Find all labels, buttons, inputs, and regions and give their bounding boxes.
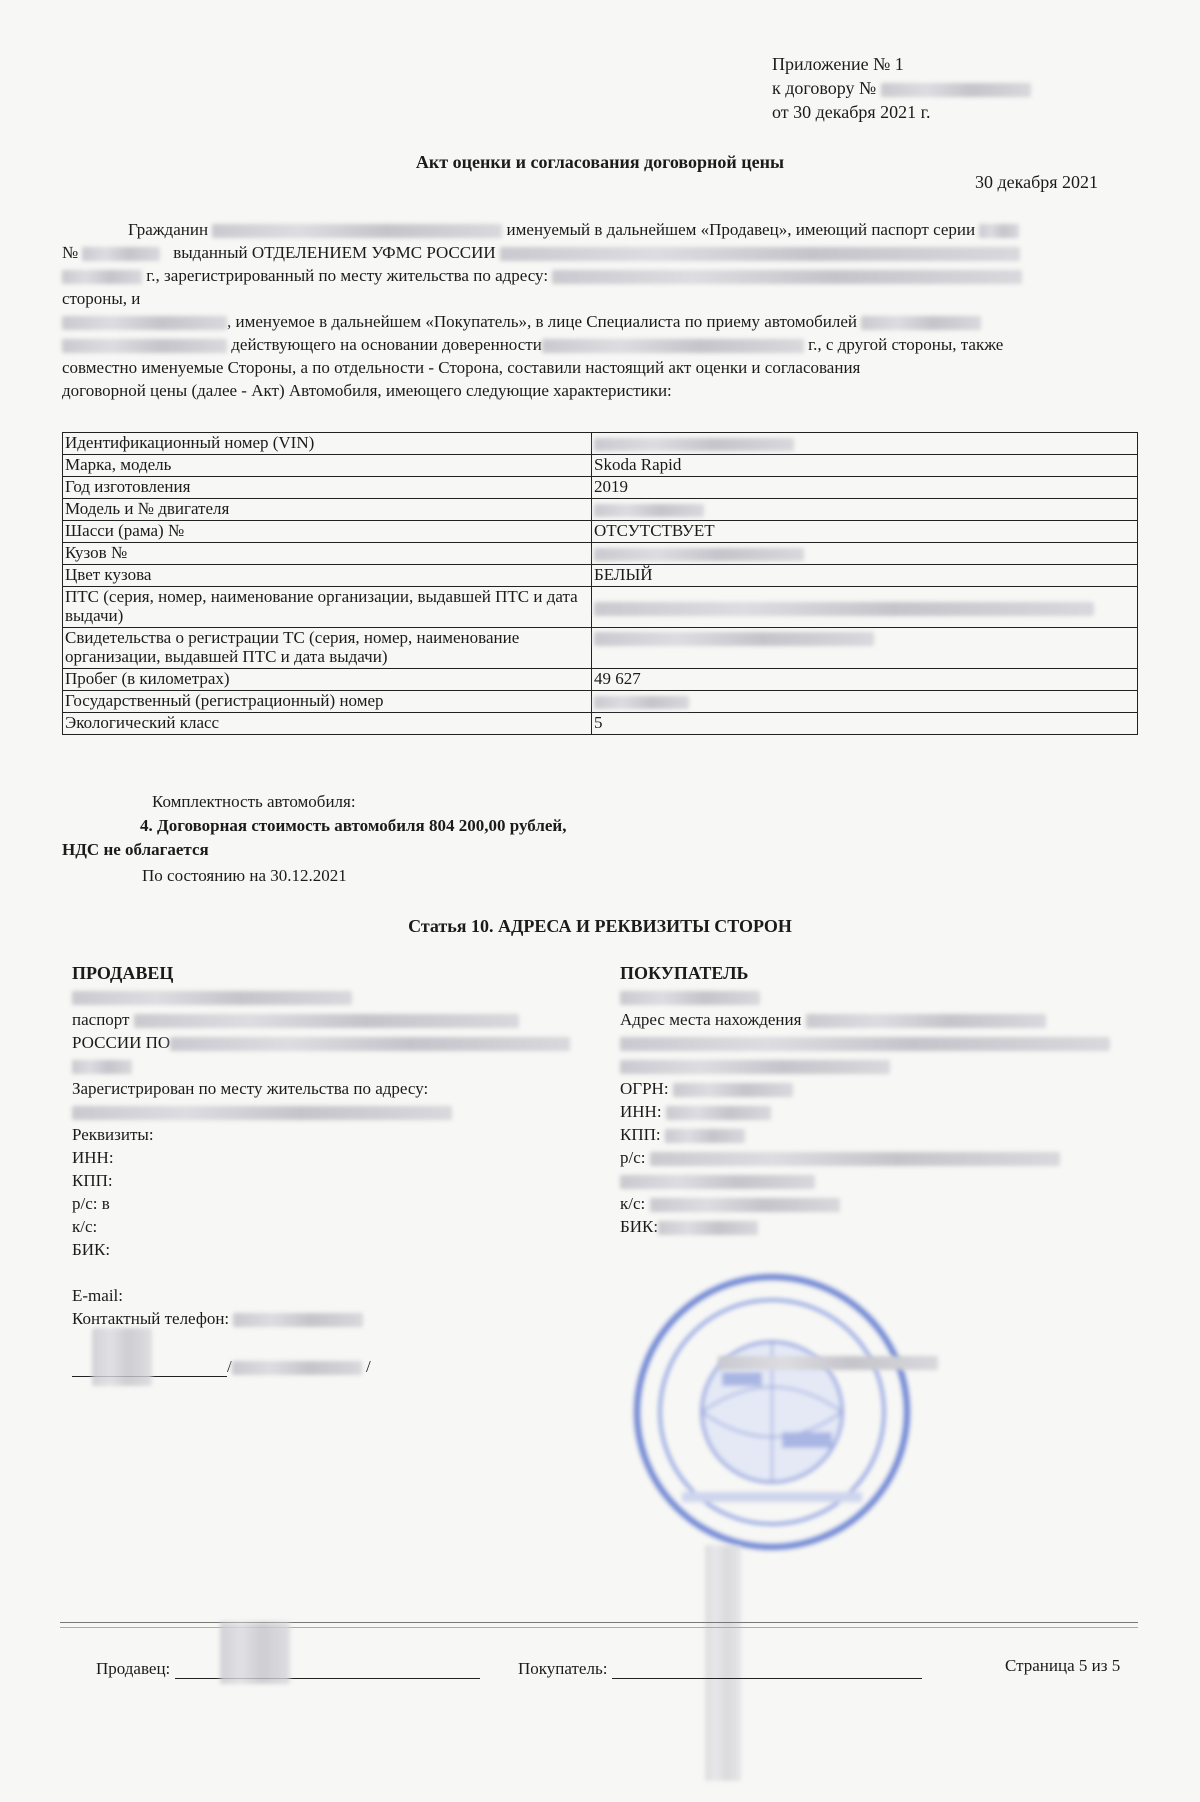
seller-signature-line: / / (72, 1354, 371, 1377)
price-line-1: 4. Договорная стоимость автомобиля 804 200,00 рублей, (140, 816, 567, 835)
redacted-registration-cert (594, 632, 874, 646)
buyer-ks-line: к/с: (620, 1192, 1160, 1215)
redacted-seller-issuer (170, 1037, 570, 1051)
seller-issued-line: РОССИИ ПО (72, 1031, 592, 1054)
row-value (592, 543, 1138, 565)
company-stamp-icon (622, 1262, 922, 1562)
row-value: Skoda Rapid (592, 455, 1138, 477)
buyer-heading: ПОКУПАТЕЛЬ (620, 963, 749, 983)
row-value (592, 433, 1138, 455)
annex-line-1: Приложение № 1 (772, 54, 904, 74)
intro-line-8: договорной цены (далее - Акт) Автомобиля, имеющего следующие характеристики: (62, 381, 672, 400)
redacted-seller-fullname (72, 991, 352, 1005)
row-label: Свидетельства о регистрации ТС (серия, номер, наименование организации, выдавшей ПТС и дата выдачи) (63, 628, 592, 669)
redacted-seller-name (212, 224, 502, 238)
redacted-buyer-company (620, 991, 760, 1005)
row-label: Идентификационный номер (VIN) (63, 433, 592, 455)
buyer-address-cont-2 (620, 1054, 1160, 1077)
row-label: ПТС (серия, номер, наименование организации, выдавшей ПТС и дата выдачи) (63, 587, 592, 628)
table-row (63, 455, 1138, 477)
redacted-passport-series (979, 224, 1019, 238)
intro-line-7: совместно именуемые Стороны, а по отдельности - Сторона, составили настоящий акт оценки и согласования (62, 358, 861, 377)
annex-line-2: к договору № (772, 76, 1031, 100)
redacted-issuer (500, 247, 1020, 261)
redacted-specialist-name (62, 339, 227, 353)
redacted-pts (594, 602, 1094, 616)
intro-line-2: № выданный ОТДЕЛЕНИЕМ УФМС РОССИИ (62, 241, 1132, 264)
table-row (63, 691, 1138, 713)
footer-buyer (518, 1656, 922, 1679)
redacted-passport-number (82, 247, 160, 261)
footer-buyer-label: Покупатель: (518, 1659, 608, 1678)
redacted-address (552, 270, 1022, 284)
row-label: Государственный (регистрационный) номер (63, 691, 592, 713)
seller-heading: ПРОДАВЕЦ (72, 963, 174, 983)
buyer-rs-cont (620, 1169, 1160, 1192)
vehicle-characteristics-table (62, 432, 1138, 735)
redacted-buyer-name (62, 316, 227, 330)
row-value: 5 (592, 713, 1138, 735)
redacted-buyer-rs (650, 1152, 1060, 1166)
row-value: 49 627 (592, 669, 1138, 691)
redacted-engine (594, 504, 704, 517)
seller-requisites-label: Реквизиты: (72, 1125, 154, 1144)
seller-column (72, 962, 592, 1330)
redacted-specialist (861, 316, 981, 330)
seller-email: E-mail: (72, 1286, 123, 1305)
row-value (592, 499, 1138, 521)
redacted-seller-address (72, 1106, 452, 1120)
redacted-buyer-ks (650, 1198, 840, 1212)
footer-seller (96, 1656, 480, 1679)
row-value: БЕЛЫЙ (592, 565, 1138, 587)
row-value (592, 691, 1138, 713)
redacted-buyer-bik (658, 1221, 758, 1235)
redacted-seller-issuer-cont (72, 1060, 132, 1074)
row-value (592, 587, 1138, 628)
seller-bik: БИК: (72, 1240, 111, 1259)
row-value: 2019 (592, 477, 1138, 499)
buyer-address-line: Адрес места нахождения (620, 1008, 1160, 1031)
row-label: Шасси (рама) № (63, 521, 592, 543)
redacted-seller-passport (134, 1014, 519, 1028)
buyer-column (620, 962, 1160, 1238)
row-label: Экологический класс (63, 713, 592, 735)
redacted-buyer-rs-cont (620, 1175, 815, 1189)
redacted-buyer-signature-name (718, 1356, 938, 1370)
table-row (63, 565, 1138, 587)
table-row (63, 433, 1138, 455)
redacted-buyer-address-cont (620, 1037, 1110, 1051)
buyer-address-cont-1 (620, 1031, 1160, 1054)
row-label: Модель и № двигателя (63, 499, 592, 521)
redacted-vin (594, 438, 794, 451)
seller-kpp: КПП: (72, 1171, 113, 1190)
seller-phone-line: Контактный телефон: (72, 1307, 592, 1330)
as-of-date: По состоянию на 30.12.2021 (142, 866, 347, 885)
buyer-kpp-line: КПП: (620, 1123, 1160, 1146)
table-row (63, 587, 1138, 628)
table-row (63, 628, 1138, 669)
signature-mark (92, 1328, 152, 1386)
redacted-power-of-attorney (542, 339, 804, 353)
seller-name-line (72, 985, 592, 1008)
intro-line-6: действующего на основании доверенности г., с другой стороны, также (62, 333, 1132, 356)
table-row (63, 669, 1138, 691)
table-row (63, 477, 1138, 499)
buyer-rs-line: р/с: (620, 1146, 1160, 1169)
table-row (63, 543, 1138, 565)
table-row (63, 713, 1138, 735)
row-label: Цвет кузова (63, 565, 592, 587)
footer-page-number: Страница 5 из 5 (1005, 1656, 1121, 1675)
row-label: Год изготовления (63, 477, 592, 499)
table-row (63, 521, 1138, 543)
document-title: Акт оценки и согласования договорной цены (415, 152, 785, 172)
table-row (63, 499, 1138, 521)
seller-address-line (72, 1100, 592, 1123)
row-label: Кузов № (63, 543, 592, 565)
footer-seller-signature-line (175, 1656, 480, 1679)
buyer-ogrn-line: ОГРН: (620, 1077, 1160, 1100)
annex-line-3: от 30 декабря 2021 г. (772, 102, 931, 122)
intro-line-3: г., зарегистрированный по месту жительства по адресу: (62, 264, 1132, 287)
intro-line-1: Гражданин именуемый в дальнейшем «Продавец», имеющий паспорт серии (62, 218, 1132, 241)
row-label: Марка, модель (63, 455, 592, 477)
redacted-buyer-inn (666, 1106, 771, 1120)
redacted-buyer-address-cont-2 (620, 1060, 890, 1074)
intro-line-5: , именуемое в дальнейшем «Покупатель», в лице Специалиста по приему автомобилей (62, 310, 1132, 333)
row-value (592, 628, 1138, 669)
redacted-seller-signature-name (232, 1361, 362, 1375)
buyer-inn-line: ИНН: (620, 1100, 1160, 1123)
row-value: ОТСУТСТВУЕТ (592, 521, 1138, 543)
buyer-bik-line: БИК: (620, 1215, 1160, 1238)
article-10-heading: Статья 10. АДРЕСА И РЕКВИЗИТЫ СТОРОН (408, 916, 792, 936)
redacted-plate (594, 696, 689, 709)
redacted-buyer-kpp (665, 1129, 745, 1143)
redacted-buyer-address (806, 1014, 1046, 1028)
footer-buyer-signature-line (612, 1656, 922, 1679)
intro-line-4: стороны, и (62, 289, 141, 308)
footer-seller-label: Продавец: (96, 1659, 171, 1678)
redacted-body-number (594, 548, 804, 561)
price-line-2: НДС не облагается (62, 840, 209, 859)
redacted-issue-date (62, 270, 142, 284)
seller-registered-label: Зарегистрирован по месту жительства по адресу: (72, 1079, 429, 1098)
redacted-contract-number (881, 83, 1031, 97)
row-label: Пробег (в километрах) (63, 669, 592, 691)
document-date: 30 декабря 2021 (975, 172, 1099, 192)
completeness-label: Комплектность автомобиля: (152, 792, 356, 811)
seller-rs: р/с: в (72, 1194, 110, 1213)
seller-issued-cont (72, 1054, 592, 1077)
seller-passport-line: паспорт (72, 1008, 592, 1031)
redacted-seller-phone (233, 1313, 363, 1327)
annex-block (772, 52, 1031, 124)
redacted-buyer-ogrn (673, 1083, 793, 1097)
seller-inn: ИНН: (72, 1148, 114, 1167)
buyer-name-line (620, 985, 1160, 1008)
signature-mark (220, 1622, 290, 1684)
intro-paragraph (62, 218, 1132, 402)
seller-ks: к/с: (72, 1217, 98, 1236)
